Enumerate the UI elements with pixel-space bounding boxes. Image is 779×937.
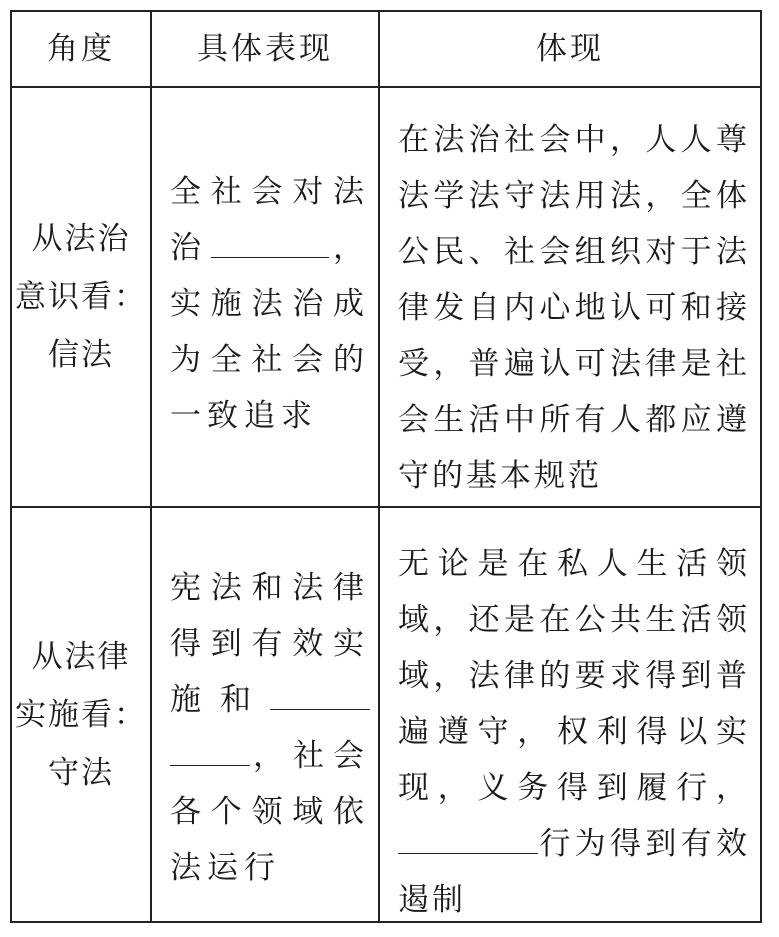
row2-manifest-part-b: 行为得到有效遏制	[398, 826, 750, 918]
row2-angle	[12, 508, 150, 921]
header-detail: 具体表现	[197, 30, 333, 67]
header-manifest: 体现	[536, 30, 604, 67]
column-divider	[378, 12, 380, 921]
row2-angle-line1: 从法律	[31, 638, 131, 675]
fill-in-blank-continued	[170, 735, 250, 766]
row1-detail-part-b: ，实施法治成为全社会的一致追求	[170, 230, 370, 434]
fill-in-blank	[270, 679, 370, 710]
row1-angle-line2: 意识看：	[15, 279, 147, 315]
row2-manifest	[398, 536, 750, 928]
row2-detail-part-a: 宪法和法律得到有效实施和	[170, 570, 370, 718]
fill-in-blank	[211, 227, 329, 258]
row1-angle	[12, 88, 150, 506]
row2-detail-part-b: ，社会各个领域依法运行	[170, 738, 370, 886]
row2-angle-line2: 实施看：	[15, 696, 147, 733]
row1-manifest: 在法治社会中，人人尊法学法守法用法，全体公民、社会组织对于法律发自内心地认可和接受，普遍认可法律是社会生活中所有人都应遵守的基本规范	[398, 122, 750, 494]
fill-in-blank	[398, 823, 538, 854]
column-divider	[150, 12, 152, 921]
content-table	[10, 10, 762, 923]
row1-angle-line1: 从法治	[31, 221, 131, 257]
row1-angle-line3: 信法	[48, 337, 114, 373]
header-angle: 角度	[47, 30, 115, 67]
row2-detail	[170, 560, 370, 896]
row1-detail	[170, 164, 370, 444]
row2-angle-line3: 守法	[48, 754, 114, 791]
row2-manifest-part-a: 无论是在私人生活领域，还是在公共生活领域，法律的要求得到普遍遵守，权利得以实现，义务得到履行，	[398, 546, 750, 806]
row1-detail-part-a: 全社会对法治	[170, 174, 370, 266]
